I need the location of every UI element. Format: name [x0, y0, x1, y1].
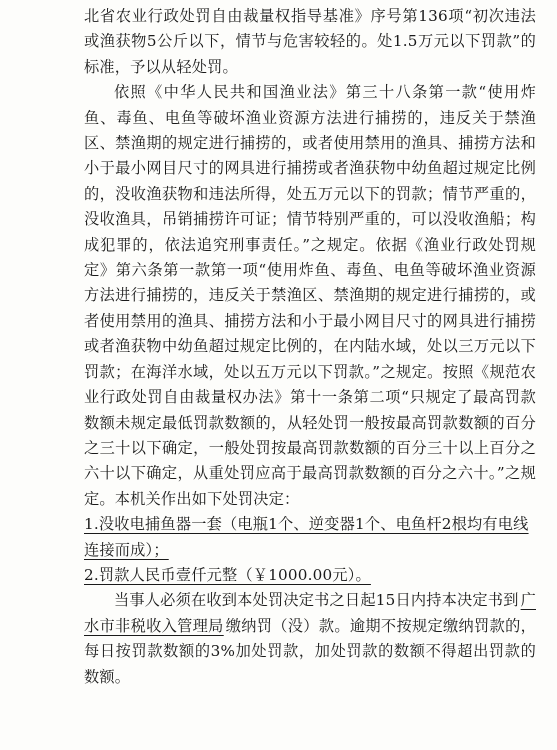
payment-text-after: 缴纳罚（没）款。逾期不按规定缴纳罚款的，每日按罚款数额的3%加处罚款，加处罚款的数额不得超出罚款的数额。 [84, 616, 536, 686]
paragraph-discretion-standard: 北省农业行政处罚自由裁量权指导基准》序号第136项“初次违法或渔获物5公斤以下，情节与危害较轻的。处1.5万元以下罚款”的标准，予以从轻处罚。 [84, 7, 536, 76]
paragraph-legal-basis: 依照《中华人民共和国渔业法》第三十八条第一款“使用炸鱼、毒鱼、电鱼等破坏渔业资源方法进行捕捞的，违反关于禁渔区、禁渔期的规定进行捕捞的，或者使用禁用的渔具、捕捞方法和小于最小网目尺寸的网具进行捕捞或者渔获物中幼鱼超过规定比例的，没收渔获物和违法所得，处五万元以下的罚款；情节严重的，没收渔具，吊销捕捞许可证；情节特别严重的，可以没收渔船；构成犯罪的，依法追究刑事责任。”之规定。依据《渔业行政处罚规定》第六条第一款第一项“使用炸鱼、毒鱼、电鱼等破坏渔业资源方法进行捕捞的，违反关于禁渔区、禁渔期的规定进行捕捞的，或者使用禁用的渔具、捕捞方法和小于最小网目尺寸的网具进行捕捞或者渔获物中幼鱼超过规定比例的，在内陆水域，处以三万元以下罚款；在海洋水域，处以五万元以下罚款。”之规定。按照《规范农业行政处罚自由裁量权办法》第十一条第二项“只规定了最高罚款数额未规定最低罚款数额的，从轻处罚一般按最高罚款数额的百分之三十以下确定，一般处罚按最高罚款数额的百分三十以上百分之六十以下确定，从重处罚应高于最高罚款数额的百分之六十。”之规定。本机关作出如下处罚决定： [84, 83, 536, 508]
payment-office-fill: 广水市非税收入管理局 [84, 591, 536, 635]
decision-item-confiscation: 1.没收电捕鱼器一套（电瓶1个、逆变器1个、电鱼杆2根均有电线连接而成）； [84, 515, 529, 559]
paragraph-payment-instructions [84, 588, 536, 690]
decision-item-fine: 2.罚款人民币壹仟元整（￥1000.00元）。 [84, 565, 371, 584]
payment-text-before: 当事人必须在收到本处罚决定书之日起15日内持本决定书到 [114, 591, 519, 610]
document-body [84, 4, 536, 690]
